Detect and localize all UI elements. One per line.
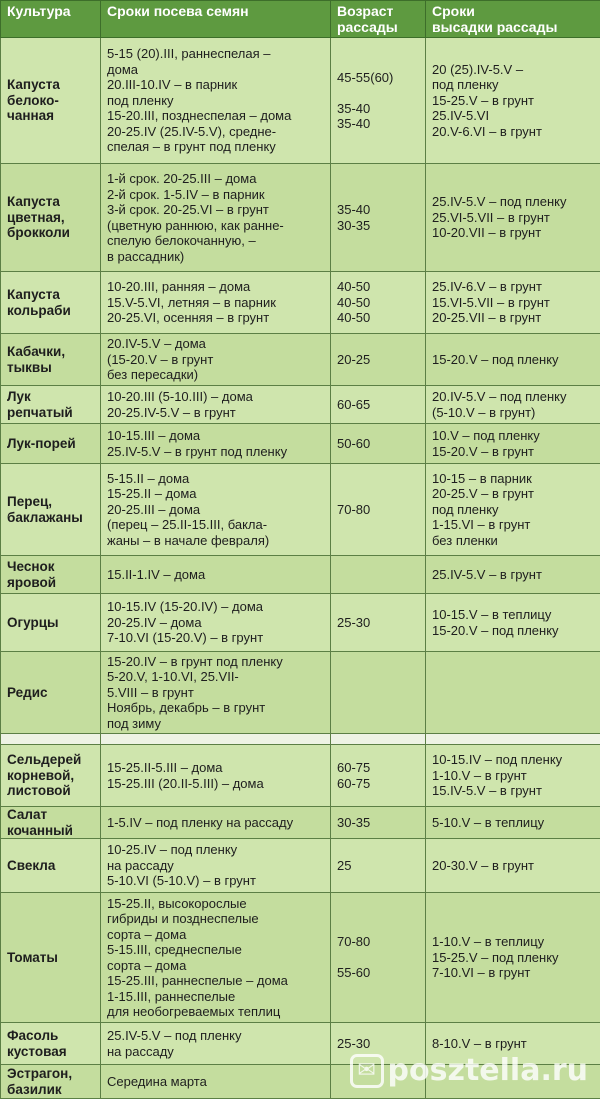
planting-cell: 15-20.V – под пленку bbox=[426, 334, 600, 386]
section-gap bbox=[1, 734, 600, 745]
planting-cell: 1-10.V – в теплицу 15-25.V – под пленку 7-10.VI – в грунт bbox=[426, 893, 600, 1023]
age-cell: 45-55(60) 35-40 35-40 bbox=[331, 38, 426, 164]
sowing-cell: 1-5.IV – под пленку на рассаду bbox=[101, 807, 331, 839]
crop-cell: Чеснок яровой bbox=[1, 556, 101, 594]
table-row bbox=[1, 594, 600, 652]
table-row bbox=[1, 1023, 600, 1065]
sowing-cell: 15-20.IV – в грунт под пленку 5-20.V, 1-10.VI, 25.VII- 5.VIII – в грунт Ноябрь, декабрь – в грунт под зиму bbox=[101, 652, 331, 734]
age-cell: 25-30 bbox=[331, 1023, 426, 1065]
sowing-cell: 1-й срок. 20-25.III – дома 2-й срок. 1-5.IV – в парник 3-й срок. 20-25.VI – в грунт (цветную раннюю, как ранне- спелую белокочанную, – в рассадник) bbox=[101, 164, 331, 272]
sowing-cell: 10-20.III (5-10.III) – дома 20-25.IV-5.V – в грунт bbox=[101, 386, 331, 424]
sowing-cell: 15-25.II-5.III – дома 15-25.III (20.II-5.III) – дома bbox=[101, 745, 331, 807]
age-cell: 30-35 bbox=[331, 807, 426, 839]
sowing-cell: 10-20.III, ранняя – дома 15.V-5.VI, летняя – в парник 20-25.VI, осенняя – в грунт bbox=[101, 272, 331, 334]
crop-cell: Салат кочанный bbox=[1, 807, 101, 839]
table-row bbox=[1, 386, 600, 424]
age-cell bbox=[331, 1065, 426, 1099]
table-row bbox=[1, 807, 600, 839]
age-cell: 50-60 bbox=[331, 424, 426, 464]
crop-cell: Огурцы bbox=[1, 594, 101, 652]
mail-icon: ✉ bbox=[350, 1054, 384, 1088]
table-row bbox=[1, 424, 600, 464]
gap-cell bbox=[1, 734, 101, 745]
sowing-cell: 20.IV-5.V – дома (15-20.V – в грунт без пересадки) bbox=[101, 334, 331, 386]
planting-cell: 20-30.V – в грунт bbox=[426, 839, 600, 893]
table-row bbox=[1, 334, 600, 386]
age-cell: 60-65 bbox=[331, 386, 426, 424]
age-cell: 35-40 30-35 bbox=[331, 164, 426, 272]
planting-cell bbox=[426, 1065, 600, 1099]
gap-cell bbox=[331, 734, 426, 745]
age-cell: 70-80 bbox=[331, 464, 426, 556]
planting-cell: 5-10.V – в теплицу bbox=[426, 807, 600, 839]
planting-cell: 20 (25).IV-5.V – под пленку 15-25.V – в грунт 25.IV-5.VI 20.V-6.VI – в грунт bbox=[426, 38, 600, 164]
planting-cell: 8-10.V – в грунт bbox=[426, 1023, 600, 1065]
header-sowing: Сроки посева семян bbox=[101, 1, 331, 38]
age-cell: 70-80 55-60 bbox=[331, 893, 426, 1023]
sowing-cell: 15.II-1.IV – дома bbox=[101, 556, 331, 594]
sowing-cell: 10-15.III – дома 25.IV-5.V – в грунт под пленку bbox=[101, 424, 331, 464]
planting-cell: 25.IV-6.V – в грунт 15.VI-5.VII – в грунт 20-25.VII – в грунт bbox=[426, 272, 600, 334]
table-row bbox=[1, 38, 600, 164]
header-planting: Сроки высадки рассады bbox=[426, 1, 600, 38]
table-row bbox=[1, 556, 600, 594]
age-cell: 40-50 40-50 40-50 bbox=[331, 272, 426, 334]
age-cell bbox=[331, 652, 426, 734]
sowing-cell: 25.IV-5.V – под пленку на рассаду bbox=[101, 1023, 331, 1065]
crop-cell: Капуста белоко- чанная bbox=[1, 38, 101, 164]
table-row bbox=[1, 893, 600, 1023]
table-row bbox=[1, 839, 600, 893]
sowing-cell: 10-25.IV – под пленку на рассаду 5-10.VI (5-10.V) – в грунт bbox=[101, 839, 331, 893]
age-cell bbox=[331, 556, 426, 594]
crop-cell: Томаты bbox=[1, 893, 101, 1023]
age-cell: 60-75 60-75 bbox=[331, 745, 426, 807]
crop-cell: Капуста кольраби bbox=[1, 272, 101, 334]
crop-cell: Кабачки, тыквы bbox=[1, 334, 101, 386]
crop-cell: Лук репчатый bbox=[1, 386, 101, 424]
crop-cell: Капуста цветная, брокколи bbox=[1, 164, 101, 272]
age-cell: 25 bbox=[331, 839, 426, 893]
header-crop: Культура bbox=[1, 1, 101, 38]
table-row bbox=[1, 164, 600, 272]
table-row bbox=[1, 652, 600, 734]
planting-cell: 10-15 – в парник 20-25.V – в грунт под пленку 1-15.VI – в грунт без пленки bbox=[426, 464, 600, 556]
crop-cell: Перец, баклажаны bbox=[1, 464, 101, 556]
crop-cell: Редис bbox=[1, 652, 101, 734]
crop-cell: Свекла bbox=[1, 839, 101, 893]
crop-cell: Сельдерей корневой, листовой bbox=[1, 745, 101, 807]
header-row bbox=[1, 1, 600, 38]
sowing-cell: Середина марта bbox=[101, 1065, 331, 1099]
age-cell: 20-25 bbox=[331, 334, 426, 386]
planting-cell: 25.IV-5.V – в грунт bbox=[426, 556, 600, 594]
planting-cell bbox=[426, 652, 600, 734]
crop-cell: Эстрагон, базилик bbox=[1, 1065, 101, 1099]
crop-cell: Фасоль кустовая bbox=[1, 1023, 101, 1065]
sowing-cell: 10-15.IV (15-20.IV) – дома 20-25.IV – дома 7-10.VI (15-20.V) – в грунт bbox=[101, 594, 331, 652]
header-age: Возраст рассады bbox=[331, 1, 426, 38]
planting-cell: 20.IV-5.V – под пленку (5-10.V – в грунт) bbox=[426, 386, 600, 424]
table-row bbox=[1, 464, 600, 556]
crop-cell: Лук-порей bbox=[1, 424, 101, 464]
sowing-cell: 5-15 (20).III, раннеспелая – дома 20.III-10.IV – в парник под пленку 15-20.III, позднеспелая – дома 20-25.IV (25.IV-5.V), средне- спелая – в грунт под пленку bbox=[101, 38, 331, 164]
table-row bbox=[1, 272, 600, 334]
table-row bbox=[1, 1065, 600, 1099]
sowing-cell: 15-25.II, высокорослые гибриды и позднеспелые сорта – дома 5-15.III, среднеспелые сорта – дома 15-25.III, раннеспелые – дома 1-15.III, раннеспелые для необогреваемых теплиц bbox=[101, 893, 331, 1023]
watermark-text: posztella.ru bbox=[388, 1053, 588, 1088]
sowing-cell: 5-15.II – дома 15-25.II – дома 20-25.III – дома (перец – 25.II-15.III, бакла- жаны – в начале февраля) bbox=[101, 464, 331, 556]
planting-cell: 10.V – под пленку 15-20.V – в грунт bbox=[426, 424, 600, 464]
gap-cell bbox=[426, 734, 600, 745]
table-row bbox=[1, 745, 600, 807]
planting-cell: 25.IV-5.V – под пленку 25.VI-5.VII – в грунт 10-20.VII – в грунт bbox=[426, 164, 600, 272]
gap-cell bbox=[101, 734, 331, 745]
planting-cell: 10-15.IV – под пленку 1-10.V – в грунт 15.IV-5.V – в грунт bbox=[426, 745, 600, 807]
planting-cell: 10-15.V – в теплицу 15-20.V – под пленку bbox=[426, 594, 600, 652]
age-cell: 25-30 bbox=[331, 594, 426, 652]
table-body bbox=[1, 38, 600, 1099]
